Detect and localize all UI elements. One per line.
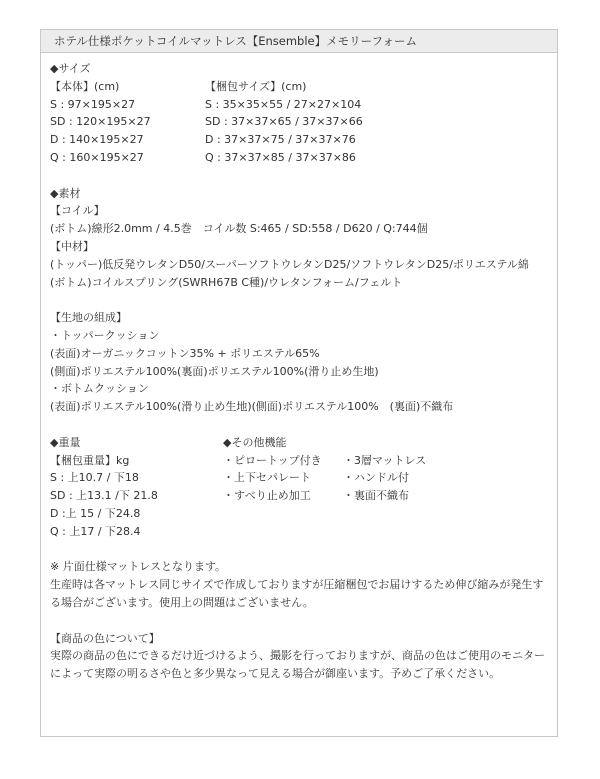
size-row (50, 149, 552, 167)
feature-item: ・上下セパレート (223, 471, 311, 485)
feature-item: ・すべり止め加工 (223, 489, 311, 503)
feature-item: ・3層マットレス (343, 453, 427, 467)
size-heading: ◆サイズ (50, 62, 91, 75)
filling-text-topper: (トッパー)低反発ウレタンD50/スーパーソフトウレタンD25/ソフトウレタンD25/ポリエステル綿 (50, 257, 529, 271)
topper-label: ・トッパークッション (50, 328, 160, 342)
topper-front-text: (表面)オーガニックコットン35% + ポリエステル65% (50, 346, 320, 360)
size-row (50, 113, 552, 131)
feature-item: ・裏面不織布 (343, 489, 409, 503)
size-body-value: D : 140×195×27 (50, 133, 144, 147)
color-note-heading: 【商品の色について】 (50, 631, 160, 645)
size-row (50, 131, 552, 149)
spec-content (50, 60, 552, 683)
single-sided-note: ※ 片面仕様マットレスとなります。 (50, 560, 227, 574)
weight-features-row (50, 452, 552, 470)
filling-label: 【中材】 (50, 239, 94, 253)
weight-features-row (50, 487, 552, 505)
size-pack-value: D : 37×37×75 / 37×37×76 (205, 133, 356, 147)
size-pack-value: Q : 37×37×85 / 37×37×86 (205, 150, 356, 164)
weight-features-row (50, 469, 552, 487)
size-body-value: SD : 120×195×27 (50, 115, 151, 129)
coil-label: 【コイル】 (50, 204, 105, 218)
weight-heading: ◆重量 (50, 435, 81, 449)
bottom-label: ・ボトムクッション (50, 382, 149, 396)
size-pack-value: SD : 37×37×65 / 37×37×66 (205, 115, 363, 129)
material-heading: ◆素材 (50, 186, 81, 200)
weight-value: Q : 上17 / 下28.4 (50, 524, 141, 538)
size-header-row (50, 78, 552, 96)
size-body-header: 【本体】(cm) (50, 79, 120, 93)
weight-value: S : 上10.7 / 下18 (50, 471, 139, 485)
size-pack-value: S : 35×35×55 / 27×27×104 (205, 97, 362, 111)
weight-features-heading-row (50, 434, 552, 452)
fabric-heading: 【生地の組成】 (50, 311, 127, 325)
size-body-value: Q : 160×195×27 (50, 150, 144, 164)
features-heading: ◆その他機能 (223, 435, 287, 449)
coil-text: (ボトム)線形2.0mm / 4.5巻 コイル数 S:465 / SD:558 / D620 / Q:744個 (50, 222, 428, 236)
product-title: ホテル仕様ポケットコイルマットレス【Ensemble】メモリーフォーム (41, 30, 557, 53)
filling-text-bottom: (ボトム)コイルスプリング(SWRH67B C種)/ウレタンフォーム/フェルト (50, 275, 403, 289)
size-row (50, 96, 552, 114)
weight-value: SD : 上13.1 /下 21.8 (50, 489, 158, 503)
color-note-text: 実際の商品の色にできるだけ近づけるよう、撮影を行っておりますが、商品の色はご使用のモニターによって実際の明るさや色と多少異なって見える場合が御座います。予めご了承ください。 (50, 649, 545, 681)
topper-side-text: (側面)ポリエステル100%(裏面)ポリエステル100%(滑り止め生地) (50, 364, 379, 378)
weight-sub-heading: 【梱包重量】kg (50, 453, 130, 467)
feature-item: ・ハンドル付 (343, 471, 409, 485)
product-spec-card (40, 29, 558, 737)
size-body-value: S : 97×195×27 (50, 97, 136, 111)
size-pack-header: 【梱包サイズ】(cm) (205, 79, 307, 93)
compression-note: 生産時は各マットレス同じサイズで作成しておりますが圧縮梱包でお届けするため伸び縮みが発生する場合がございます。使用上の問題はございません。 (50, 578, 544, 609)
bottom-text: (表面)ポリエステル100%(滑り止め生地)(側面)ポリエステル100% (裏面)不織布 (50, 400, 454, 414)
weight-value: D :上 15 / 下24.8 (50, 506, 141, 520)
feature-item: ・ピロートップ付き (223, 453, 322, 467)
